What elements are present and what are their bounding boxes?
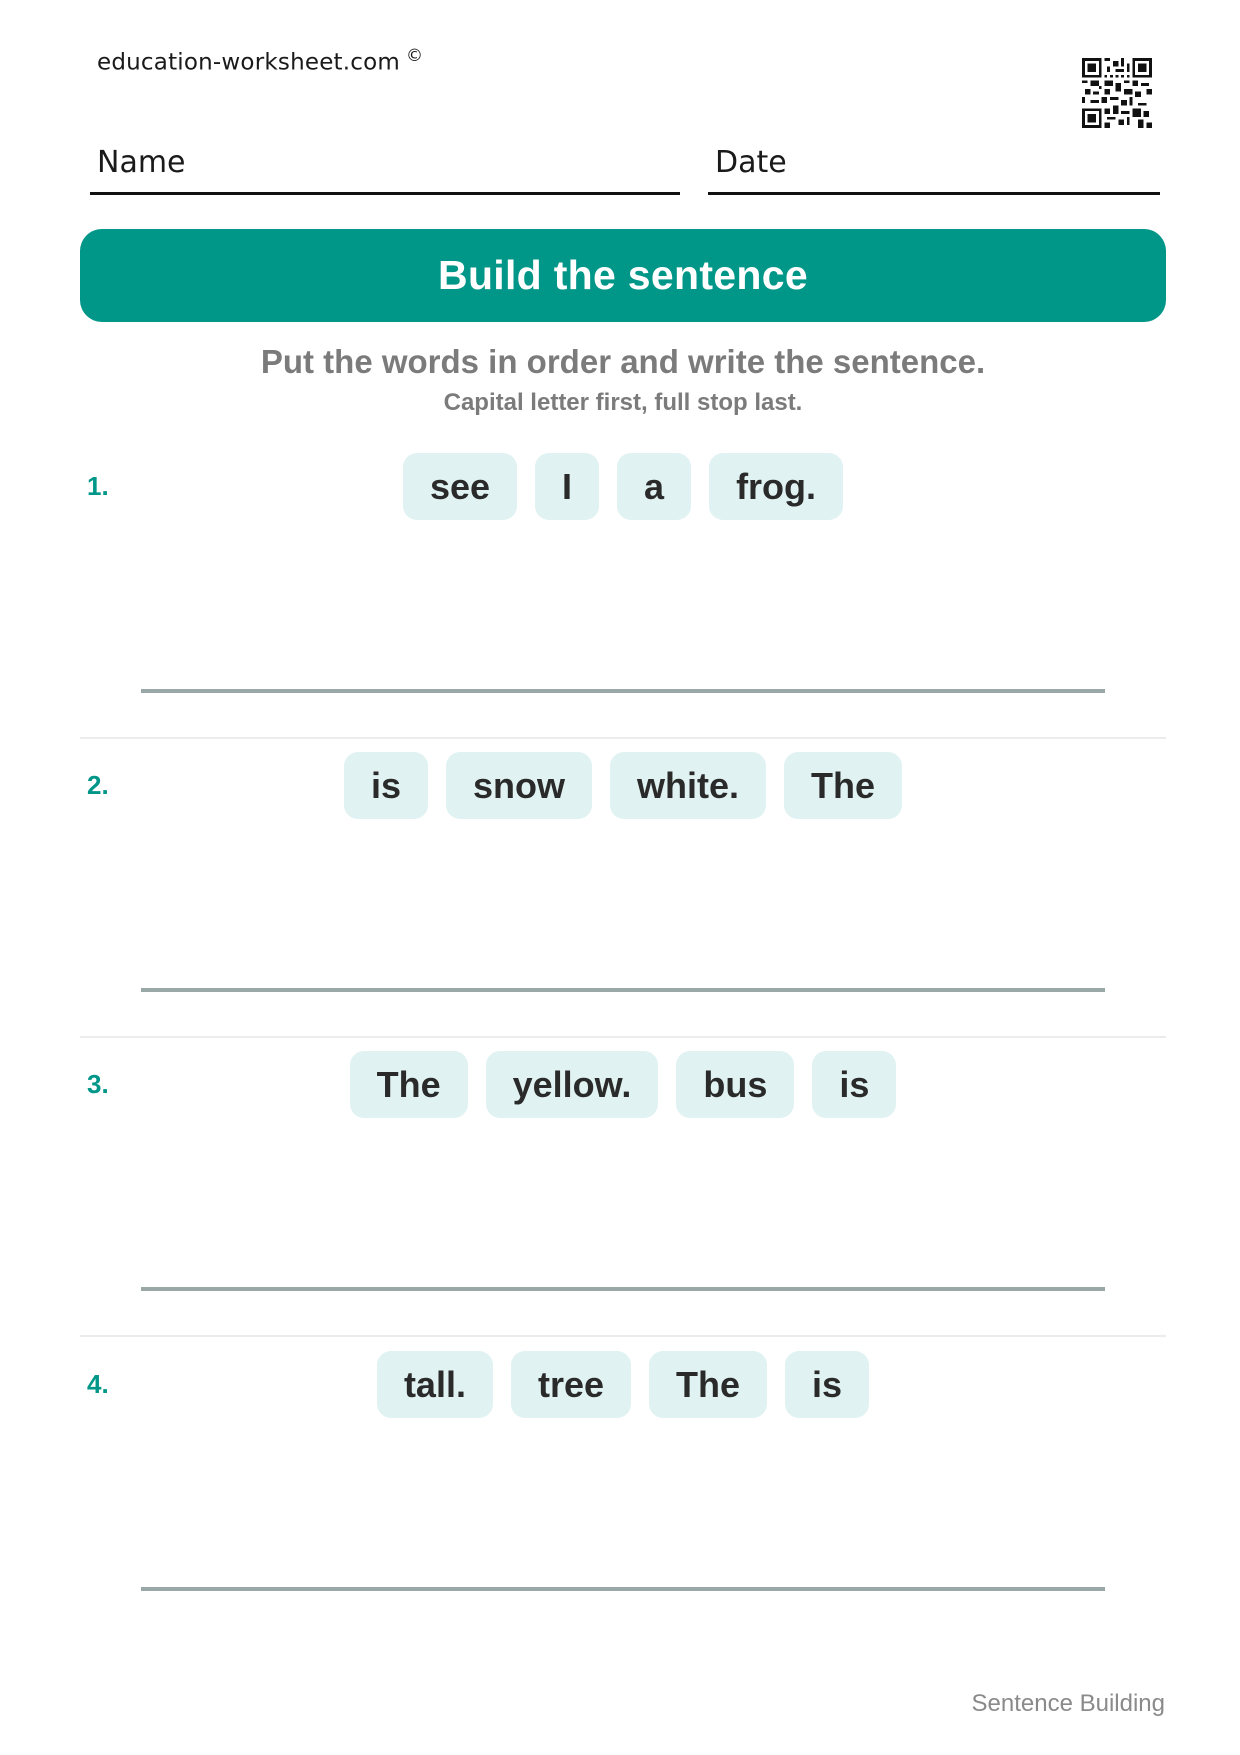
word-tiles <box>80 1051 1166 1118</box>
title-banner <box>80 229 1166 322</box>
word-tile: The <box>350 1051 468 1118</box>
word-tiles <box>80 752 1166 819</box>
word-tiles <box>80 453 1166 520</box>
question-number: 2. <box>87 770 109 800</box>
divider <box>80 1335 1166 1337</box>
site-name-text: education-worksheet.com <box>97 49 400 76</box>
site-name <box>97 46 423 76</box>
question-number: 3. <box>87 1069 109 1099</box>
word-tile: is <box>785 1351 869 1418</box>
word-tile: snow <box>446 752 592 819</box>
name-label: Name <box>97 145 186 180</box>
divider <box>80 1036 1166 1038</box>
word-tile: is <box>812 1051 896 1118</box>
word-tile: frog. <box>709 453 843 520</box>
date-field[interactable] <box>708 140 1160 195</box>
page-title: Build the sentence <box>438 252 808 298</box>
instructions-sub: Capital letter first, full stop last. <box>443 389 803 416</box>
word-tile: I <box>535 453 599 520</box>
qr-code-icon <box>1082 58 1152 128</box>
question-3 <box>80 1051 1166 1351</box>
name-field[interactable] <box>90 140 680 195</box>
answer-line[interactable] <box>141 1287 1105 1291</box>
copyright-symbol: © <box>406 46 424 66</box>
word-tiles <box>80 1351 1166 1418</box>
word-tile: The <box>649 1351 767 1418</box>
word-tile: tree <box>511 1351 631 1418</box>
divider <box>80 737 1166 739</box>
question-number: 1. <box>87 471 109 501</box>
word-tile: a <box>617 453 691 520</box>
question-number: 4. <box>87 1369 109 1399</box>
word-tile: bus <box>676 1051 794 1118</box>
question-4 <box>80 1351 1166 1651</box>
word-tile: yellow. <box>486 1051 659 1118</box>
answer-line[interactable] <box>141 689 1105 693</box>
word-tile: white. <box>610 752 766 819</box>
word-tile: is <box>344 752 428 819</box>
word-tile: tall. <box>377 1351 493 1418</box>
question-1 <box>80 453 1166 753</box>
answer-line[interactable] <box>141 1587 1105 1591</box>
word-tile: The <box>784 752 902 819</box>
footer-label: Sentence Building <box>971 1690 1165 1717</box>
date-label: Date <box>715 145 787 180</box>
instructions-main: Put the words in order and write the sentence. <box>260 343 986 380</box>
answer-line[interactable] <box>141 988 1105 992</box>
question-2 <box>80 752 1166 1052</box>
word-tile: see <box>403 453 517 520</box>
